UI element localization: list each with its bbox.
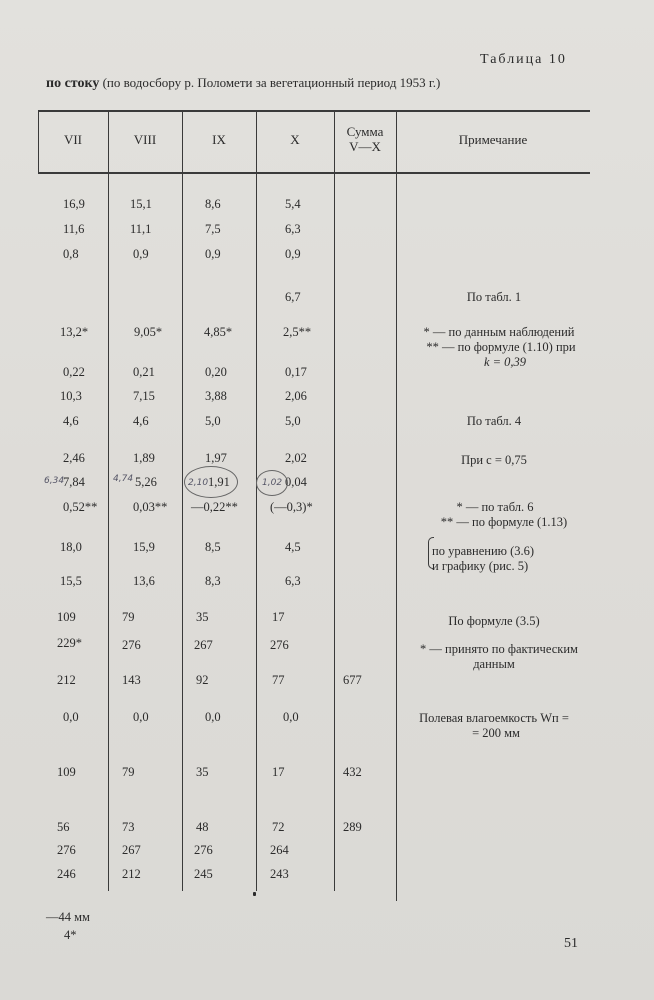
cell: 276 [194, 843, 213, 857]
cell: 143 [122, 673, 141, 687]
cell: 8,3 [205, 574, 221, 588]
cell: 5,26 [135, 475, 157, 489]
cell: 289 [343, 820, 362, 834]
cell: 4,5 [285, 540, 301, 554]
cell: 267 [122, 843, 141, 857]
handwritten-note: 6,34 [44, 476, 65, 486]
col-divider [334, 111, 335, 891]
handwritten-circle [184, 466, 238, 498]
note: Полевая влагоемкость Wп = [419, 711, 569, 725]
cell: 8,5 [205, 540, 221, 554]
cell: 267 [194, 638, 213, 652]
col-divider [182, 111, 183, 891]
signature-mark: 4* [64, 928, 77, 942]
cell: 8,6 [205, 197, 221, 211]
page-number: 51 [564, 936, 578, 951]
col-divider [108, 111, 109, 891]
note: * — по табл. 6 [456, 500, 534, 514]
cell: 10,3 [60, 389, 82, 403]
note: По табл. 4 [466, 414, 522, 428]
cell: 6,3 [285, 222, 301, 236]
title-rest: (по водосбору р. Поломети за вегетационный период 1953 г.) [99, 75, 441, 90]
note: * — по данным наблюдений [423, 325, 575, 339]
note: По табл. 1 [466, 290, 522, 304]
cell: 3,88 [205, 389, 227, 403]
col-header-notes: Примечание [458, 132, 528, 147]
cell: 1,91 [208, 475, 230, 489]
cell: 229* [57, 636, 82, 650]
cell: 276 [270, 638, 289, 652]
handwritten-circle [256, 470, 288, 496]
cell: 212 [57, 673, 76, 687]
cell: 5,0 [205, 414, 221, 428]
cell: 92 [196, 673, 209, 687]
cell: 0,04 [285, 475, 307, 489]
cell: 35 [196, 610, 209, 624]
cell: 7,84 [63, 475, 85, 489]
cell: 2,46 [63, 451, 85, 465]
cell: 16,9 [63, 197, 85, 211]
cell: 0,20 [205, 365, 227, 379]
col-header-vii: VII [63, 132, 83, 147]
cell: 4,85* [204, 325, 233, 339]
cell: 56 [57, 820, 70, 834]
cell: 432 [343, 765, 362, 779]
cell: 11,1 [130, 222, 152, 236]
bottom-value: —44 мм [46, 910, 90, 924]
note: * — принято по фактическим [420, 642, 578, 656]
note: k = 0,39 [483, 355, 527, 369]
cell: 79 [122, 765, 135, 779]
note: ** — по формуле (1.10) при [426, 340, 576, 354]
cell: 0,0 [133, 710, 149, 724]
cell: 13,2* [60, 325, 89, 339]
cell: 9,05* [134, 325, 163, 339]
cell: 0,52** [63, 500, 98, 514]
note: и графику (рис. 5) [432, 559, 529, 573]
ink-dot [253, 892, 256, 896]
note: по уравнению (3.6) [432, 544, 535, 558]
col-header-ix: IX [212, 132, 226, 147]
handwritten-note: 2,10 [188, 478, 209, 488]
cell: 15,1 [130, 197, 152, 211]
cell: 17 [272, 610, 285, 624]
cell: 5,4 [285, 197, 301, 211]
cell: 0,9 [205, 247, 221, 261]
col-header-sum [334, 124, 396, 154]
cell: 1,89 [133, 451, 155, 465]
cell: 7,5 [205, 222, 221, 236]
cell: 6,3 [285, 574, 301, 588]
header-bottom-rule [38, 172, 590, 174]
cell: 0,9 [285, 247, 301, 261]
note: = 200 мм [472, 726, 520, 740]
cell: 15,9 [133, 540, 155, 554]
cell: 4,6 [63, 414, 79, 428]
cell: 246 [57, 867, 76, 881]
cell: 109 [57, 765, 76, 779]
col-header-sum-line1: Сумма [346, 124, 384, 139]
cell: 109 [57, 610, 76, 624]
cell: 0,17 [285, 365, 307, 379]
note: ** — по формуле (1.13) [440, 515, 568, 529]
cell: 276 [122, 638, 141, 652]
cell: 17 [272, 765, 285, 779]
cell: 18,0 [60, 540, 82, 554]
note: По формуле (3.5) [448, 614, 540, 628]
cell: 0,22 [63, 365, 85, 379]
cell: 0,0 [283, 710, 299, 724]
cell: 264 [270, 843, 289, 857]
cell: 2,02 [285, 451, 307, 465]
table-label: Таблица 10 [480, 52, 567, 67]
cell: 677 [343, 673, 362, 687]
col-header-viii: VIII [133, 132, 157, 147]
cell: 13,6 [133, 574, 155, 588]
cell: 276 [57, 843, 76, 857]
cell: 0,9 [133, 247, 149, 261]
cell: 0,03** [133, 500, 168, 514]
cell: 7,15 [133, 389, 155, 403]
cell: 4,6 [133, 414, 149, 428]
cell: 0,0 [205, 710, 221, 724]
cell: 79 [122, 610, 135, 624]
handwritten-note: 1,02 [262, 478, 283, 488]
table-title [46, 75, 440, 92]
note: данным [473, 657, 515, 671]
cell: 1,97 [205, 451, 227, 465]
cell: 15,5 [60, 574, 82, 588]
table-top-rule [38, 110, 590, 112]
col-header-sum-line2: V—X [349, 139, 381, 154]
col-divider [396, 111, 397, 901]
cell: 77 [272, 673, 285, 687]
cell: 2,5** [283, 325, 312, 339]
cell: 243 [270, 867, 289, 881]
note: При c = 0,75 [461, 453, 527, 467]
cell: 72 [272, 820, 285, 834]
handwritten-note: 4,74 [113, 474, 134, 484]
cell: 6,7 [285, 290, 301, 304]
cell: 35 [196, 765, 209, 779]
col-header-x: X [290, 132, 300, 147]
cell: 73 [122, 820, 135, 834]
title-bold: по стоку [46, 76, 100, 91]
cell: —0,22** [191, 500, 238, 514]
cell: 0,0 [63, 710, 79, 724]
cell: 0,8 [63, 247, 79, 261]
cell: 11,6 [63, 222, 85, 236]
cell: 212 [122, 867, 141, 881]
cell: 0,21 [133, 365, 155, 379]
col-divider [256, 111, 257, 891]
cell: 5,0 [285, 414, 301, 428]
cell: 245 [194, 867, 213, 881]
cell: 2,06 [285, 389, 307, 403]
cell: (—0,3)* [270, 500, 313, 514]
cell: 48 [196, 820, 209, 834]
